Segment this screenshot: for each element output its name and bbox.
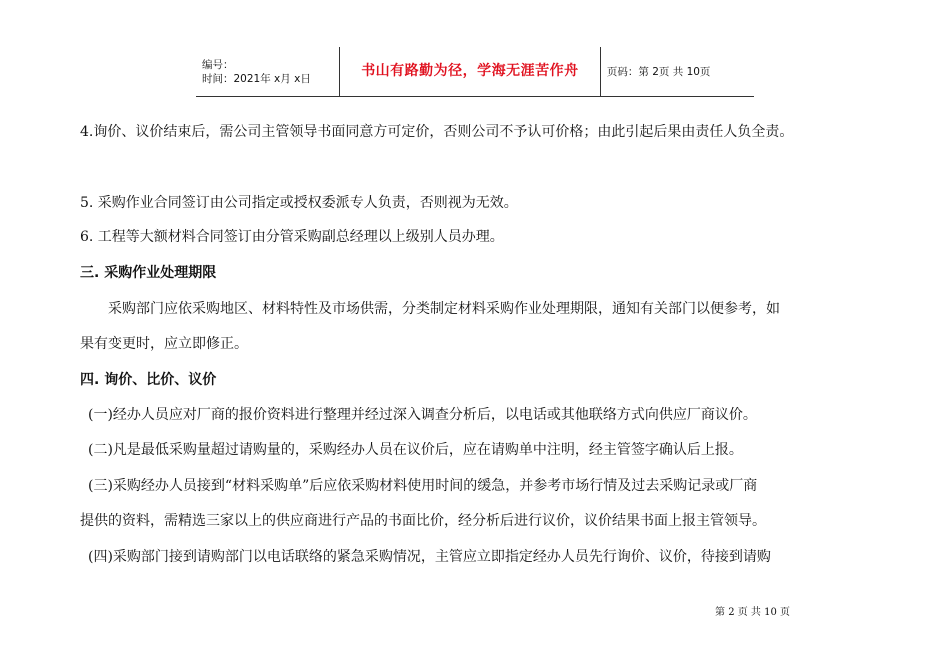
- header-motto-cell: [340, 47, 601, 97]
- paragraph-5: 5. 采购作业合同签订由公司指定或授权委派专人负责，否则视为无效。: [80, 195, 518, 211]
- section-heading-3: 三. 采购作业处理期限: [80, 265, 217, 281]
- item-4-line-1: (四)采购部门接到请购部门以电话联络的紧急采购情况，主管应立即指定经办人员先行询价、议价，待接到请购: [88, 549, 771, 565]
- page-footer: 第 2 页 共 10 页: [715, 607, 790, 618]
- section-3-paragraph-line-1: 采购部门应依采购地区、材料特性及市场供需，分类制定材料采购作业处理期限，通知有关部门以便参考，如: [108, 301, 780, 317]
- time-label: 时间：2021年 x月 x日: [202, 72, 311, 85]
- header-meta-cell: [196, 47, 340, 97]
- paragraph-4: 4.询价、议价结束后，需公司主管领导书面同意方可定价，否则公司不予认可价格；由此引起后果由责任人负全责。: [80, 124, 794, 140]
- header-table: [196, 47, 754, 97]
- item-3-line-2: 提供的资料，需精选三家以上的供应商进行产品的书面比价，经分析后进行议价，议价结果书面上报主管领导。: [80, 513, 766, 529]
- number-label: 编号：: [202, 58, 234, 71]
- motto-text: 书山有路勤为径，学海无涯苦作舟: [361, 63, 579, 79]
- page-label: 页码：第 2页 共 10页: [606, 65, 711, 78]
- paragraph-6: 6. 工程等大额材料合同签订由分管采购副总经理以上级别人员办理。: [80, 229, 504, 245]
- item-2: (二)凡是最低采购量超过请购量的，采购经办人员在议价后，应在请购单中注明，经主管签字确认后上报。: [88, 442, 743, 458]
- item-1: (一)经办人员应对厂商的报价资料进行整理并经过深入调查分析后，以电话或其他联络方式向供应厂商议价。: [88, 407, 757, 423]
- header-page-cell: [600, 47, 754, 97]
- item-3-line-1: (三)采购经办人员接到“材料采购单”后应依采购材料使用时间的缓急，并参考市场行情及过去采购记录或厂商: [88, 478, 758, 494]
- section-heading-4: 四. 询价、比价、议价: [80, 372, 217, 388]
- section-3-paragraph-line-2: 果有变更时，应立即修正。: [80, 336, 248, 352]
